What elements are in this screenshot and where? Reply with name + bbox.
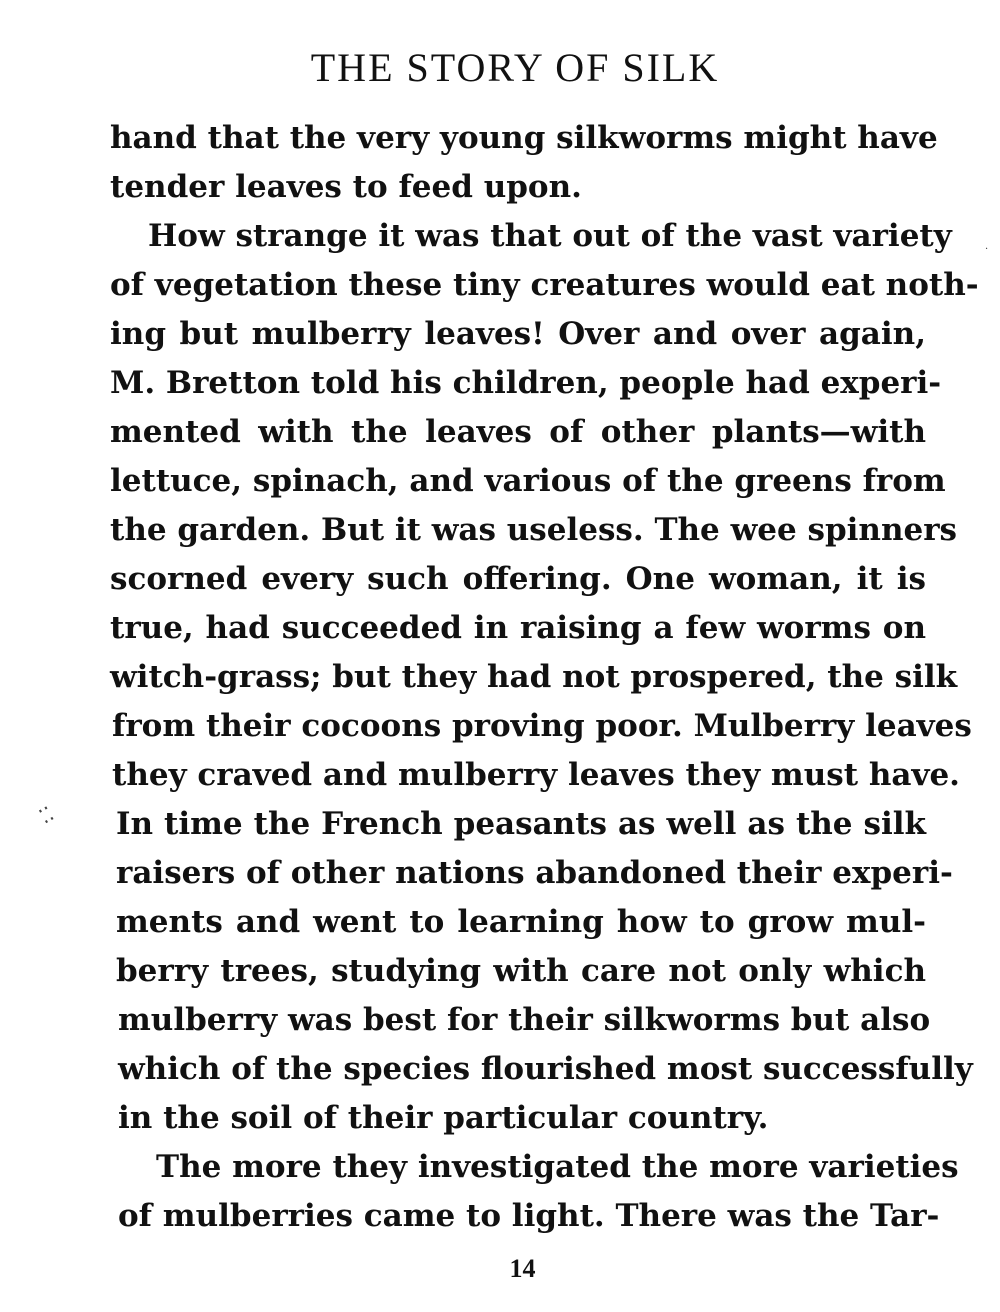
running-title: THE STORY OF SILK — [310, 45, 720, 90]
text-line: mented with the leaves of other plants—with — [110, 414, 926, 450]
text-line: How strange it was that out of the vast variety — [148, 218, 952, 254]
text-line: the garden. But it was useless. The wee spinners — [110, 512, 957, 548]
text-line: mulberry was best for their silkworms but also — [118, 1002, 931, 1038]
text-line: The more they investigated the more varieties — [156, 1149, 959, 1185]
text-line: from their cocoons proving poor. Mulberry leaves — [112, 708, 972, 744]
text-line: in the soil of their particular country. — [118, 1100, 769, 1136]
text-line: M. Bretton told his children, people had experi- — [110, 365, 942, 401]
text-line: of vegetation these tiny creatures would eat noth- — [110, 267, 979, 303]
text-line: ing but mulberry leaves! Over and over again, — [110, 316, 926, 352]
text-line: they craved and mulberry leaves they must have. — [112, 757, 960, 793]
margin-mark-icon: ⁚⁚ — [34, 801, 58, 829]
text-line: berry trees, studying with care not only which — [116, 953, 926, 989]
text-line: ments and went to learning how to grow mul- — [116, 904, 926, 940]
text-line: of mulberries came to light. There was the Tar- — [118, 1198, 940, 1234]
dust-speck-icon: · — [985, 244, 989, 255]
page-number: 14 — [509, 1254, 536, 1283]
text-line: which of the species flourished most successfully — [118, 1051, 973, 1087]
text-line: hand that the very young silkworms might have — [110, 120, 938, 156]
text-line: witch-grass; but they had not prospered, the silk — [110, 659, 958, 695]
text-line: tender leaves to feed upon. — [110, 169, 582, 205]
text-line: scorned every such offering. One woman, it is — [110, 561, 926, 597]
text-line: In time the French peasants as well as the silk — [116, 806, 926, 842]
text-line: raisers of other nations abandoned their experi- — [116, 855, 953, 891]
body-text — [110, 114, 979, 1241]
text-line: true, had succeeded in raising a few worms on — [110, 610, 926, 646]
text-line: lettuce, spinach, and various of the greens from — [110, 463, 946, 499]
